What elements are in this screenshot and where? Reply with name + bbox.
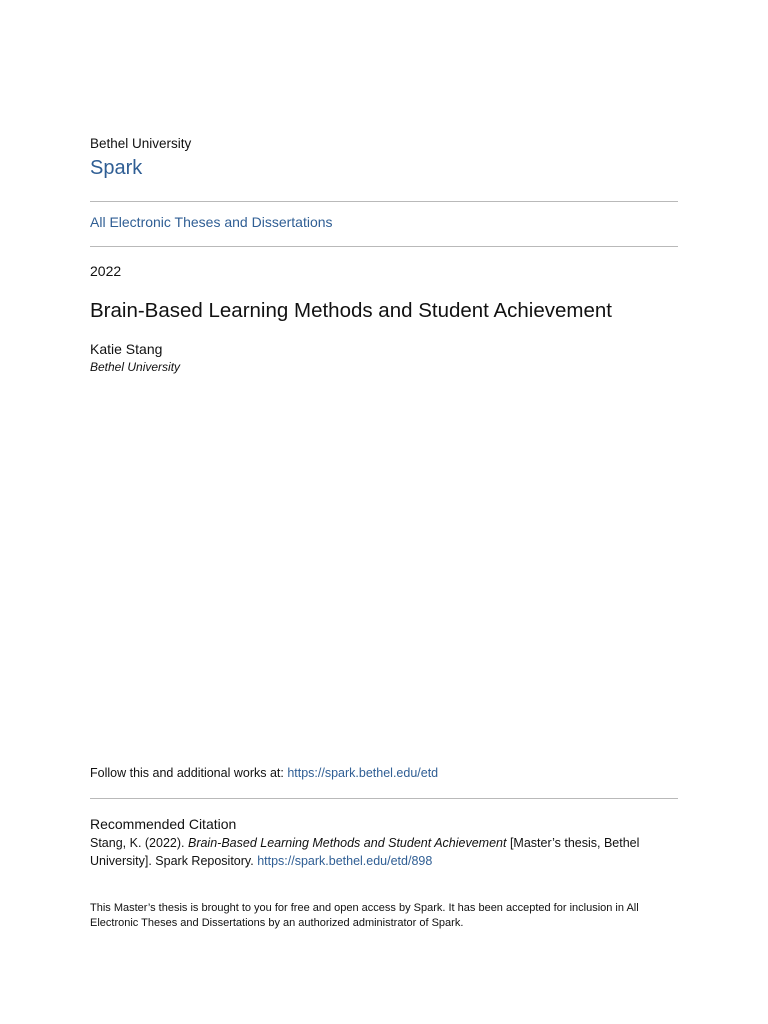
- citation-heading: Recommended Citation: [90, 816, 237, 832]
- author-name: Katie Stang: [90, 341, 163, 357]
- citation-title: Brain-Based Learning Methods and Student Achievement: [187, 836, 507, 850]
- repository-link[interactable]: Spark: [90, 157, 143, 179]
- thesis-title: Brain-Based Learning Methods and Student Achievement: [90, 299, 612, 322]
- divider-bottom: [90, 798, 678, 799]
- collection-link[interactable]: All Electronic Theses and Dissertations: [90, 214, 333, 230]
- follow-line: [90, 766, 438, 780]
- publication-year: 2022: [90, 263, 122, 279]
- access-note: This Master’s thesis is brought to you for free and open access by Spark. It has been accepted for inclusion in All Electronic Theses and Dissertations by an authorized administrator of Spark.: [90, 902, 639, 929]
- citation-url-link[interactable]: https://spark.bethel.edu/etd/898: [257, 853, 433, 868]
- follow-url-link[interactable]: https://spark.bethel.edu/etd: [287, 766, 439, 780]
- citation-suffix: [Master’s thesis, Bethel University]. Spark Repository.: [90, 836, 640, 868]
- citation-body: [90, 835, 678, 870]
- divider-middle: [90, 246, 678, 247]
- author-affiliation: Bethel University: [90, 360, 181, 374]
- divider-top: [90, 201, 678, 202]
- citation-prefix: Stang, K. (2022).: [90, 836, 188, 850]
- institution-name: Bethel University: [90, 136, 192, 151]
- cover-page: [90, 0, 678, 1024]
- follow-label: Follow this and additional works at:: [90, 766, 288, 780]
